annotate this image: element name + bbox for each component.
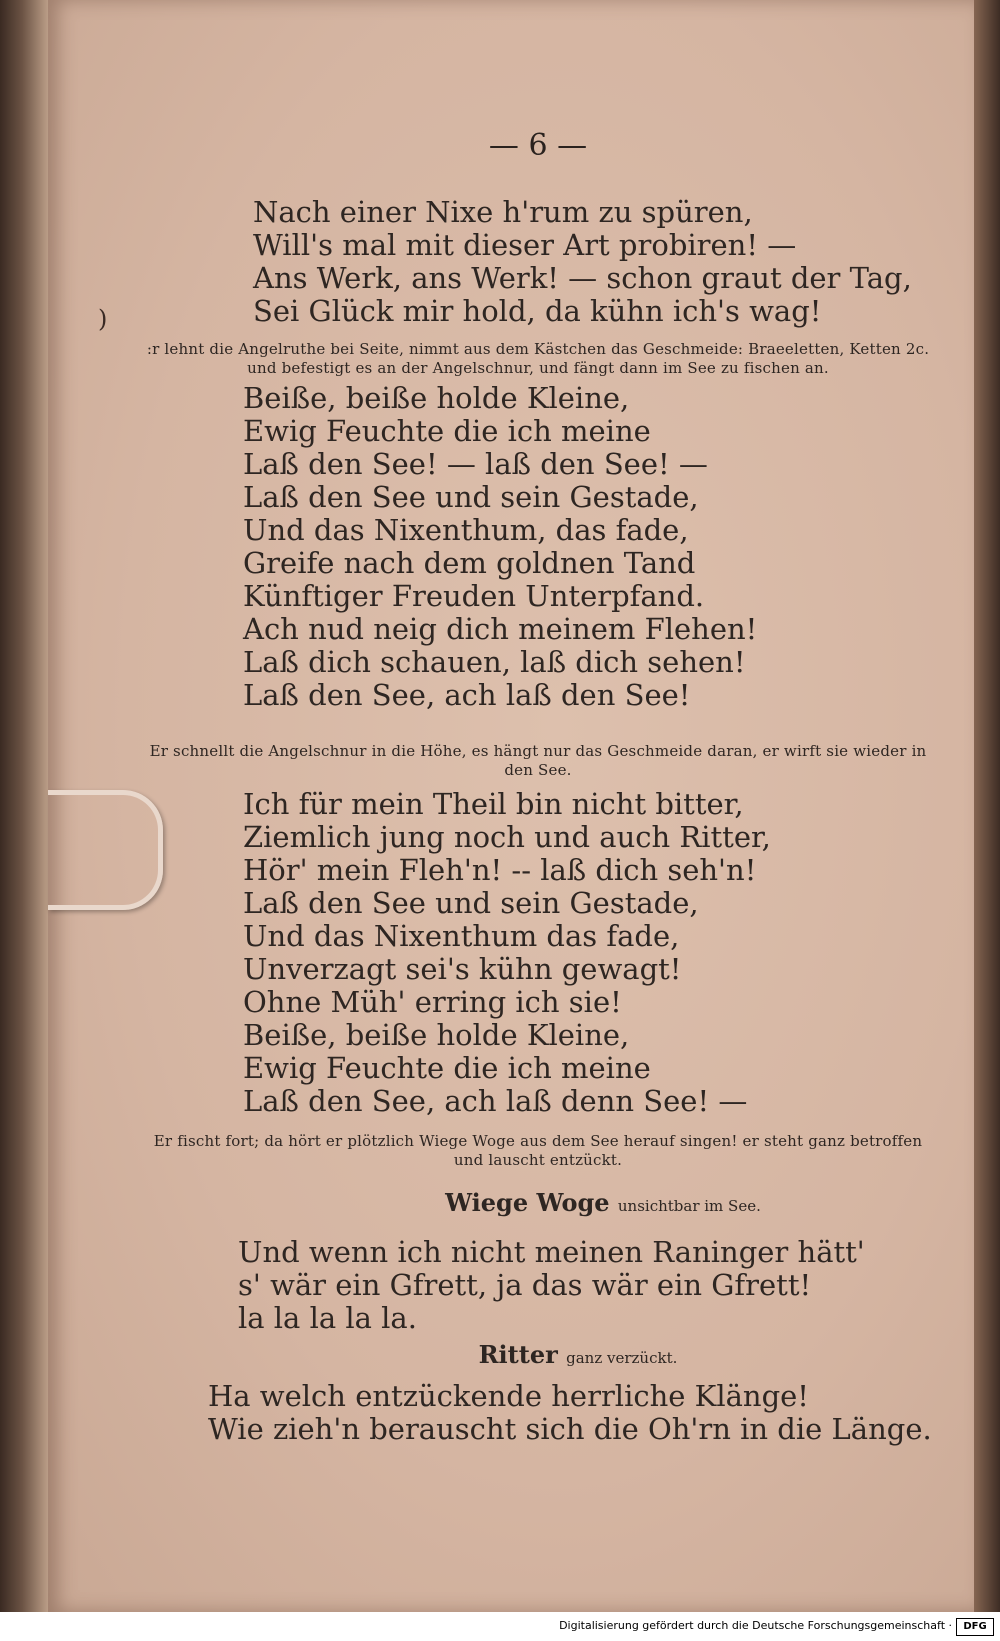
stanza-1 <box>253 196 912 328</box>
verse-line: Und wenn ich nicht meinen Raninger hätt' <box>238 1235 865 1269</box>
verse-line: Nach einer Nixe h'rum zu spüren, <box>253 195 753 229</box>
verse-line: Ach nud neig dich meinem Flehen! <box>243 612 758 646</box>
verse-line: Ohne Müh' erring ich sie! <box>243 985 622 1019</box>
stanza-3 <box>243 788 771 1118</box>
page-number: — 6 — <box>488 128 588 163</box>
verse-line: Laß den See und sein Gestade, <box>243 480 699 514</box>
page-text <box>48 0 974 1612</box>
book-page <box>48 0 974 1612</box>
dfg-logo: DFG <box>956 1618 994 1636</box>
stage-direction-2: Er schnellt die Angelschnur in die Höhe, es hängt nur das Geschmeide daran, er wirft sie wieder in den See. <box>149 742 927 779</box>
verse-line: Ewig Feuchte die ich meine <box>243 1051 651 1085</box>
speaker-wiege-woge <box>303 1188 903 1217</box>
stanza-5 <box>208 1380 932 1446</box>
verse-line: Laß dich schauen, laß dich sehen! <box>243 645 746 679</box>
book-edge-right <box>972 0 1000 1641</box>
verse-line: Ha welch entzückende herrliche Klänge! <box>208 1379 809 1413</box>
verse-line: Ich für mein Theil bin nicht bitter, <box>243 787 744 821</box>
verse-line: Ziemlich jung noch und auch Ritter, <box>243 820 771 854</box>
verse-line: s' wär ein Gfrett, ja das wär ein Gfrett! <box>238 1268 812 1302</box>
funding-notice: Digitalisierung gefördert durch die Deutsche Forschungsgemeinschaft · <box>559 1619 952 1632</box>
verse-line: Beiße, beiße holde Kleine, <box>243 381 630 415</box>
speaker-ritter <box>278 1340 878 1369</box>
verse-line: Und das Nixenthum, das fade, <box>243 513 689 547</box>
speaker-direction: ganz verzückt. <box>566 1349 678 1367</box>
stanza-2 <box>243 382 757 712</box>
speaker-name: Wiege Woge <box>445 1188 610 1217</box>
footer-bar <box>0 1612 1000 1641</box>
verse-line: Laß den See, ach laß den See! <box>243 678 691 712</box>
verse-line: Laß den See und sein Gestade, <box>243 886 699 920</box>
verse-line: Und das Nixenthum das fade, <box>243 919 680 953</box>
stanza-4 <box>238 1236 865 1335</box>
verse-line: Künftiger Freuden Unterpfand. <box>243 579 705 613</box>
verse-line: Laß den See! — laß den See! — <box>243 447 708 481</box>
verse-line: Sei Glück mir hold, da kühn ich's wag! <box>253 294 822 328</box>
margin-mark: ) <box>98 305 108 333</box>
verse-line: Ans Werk, ans Werk! — schon graut der Tag, <box>253 261 912 295</box>
verse-line: Unverzagt sei's kühn gewagt! <box>243 952 682 986</box>
verse-line: Will's mal mit dieser Art probiren! — <box>253 228 797 262</box>
stage-direction-3: Er fischt fort; da hört er plötzlich Wiege Woge aus dem See herauf singen! er steht ganz betroffen und lauscht entzückt. <box>153 1132 923 1169</box>
verse-line: Ewig Feuchte die ich meine <box>243 414 651 448</box>
verse-line: Wie zieh'n berauscht sich die Oh'rn in die Länge. <box>208 1412 932 1446</box>
speaker-direction: unsichtbar im See. <box>617 1197 761 1215</box>
verse-line: Hör' mein Fleh'n! -- laß dich seh'n! <box>243 853 757 887</box>
verse-line: Laß den See, ach laß denn See! — <box>243 1084 748 1118</box>
speaker-name: Ritter <box>478 1340 558 1369</box>
verse-line: la la la la la. <box>238 1301 417 1335</box>
verse-line: Greife nach dem goldnen Tand <box>243 546 696 580</box>
stage-direction-1: :r lehnt die Angelruthe bei Seite, nimmt aus dem Kästchen das Geschmeide: Braeeletten, Ketten 2c. und befestigt es an der Angelschnur, und fängt dann im See zu fischen an. <box>146 340 930 377</box>
book-spine-left <box>0 0 55 1641</box>
verse-line: Beiße, beiße holde Kleine, <box>243 1018 630 1052</box>
